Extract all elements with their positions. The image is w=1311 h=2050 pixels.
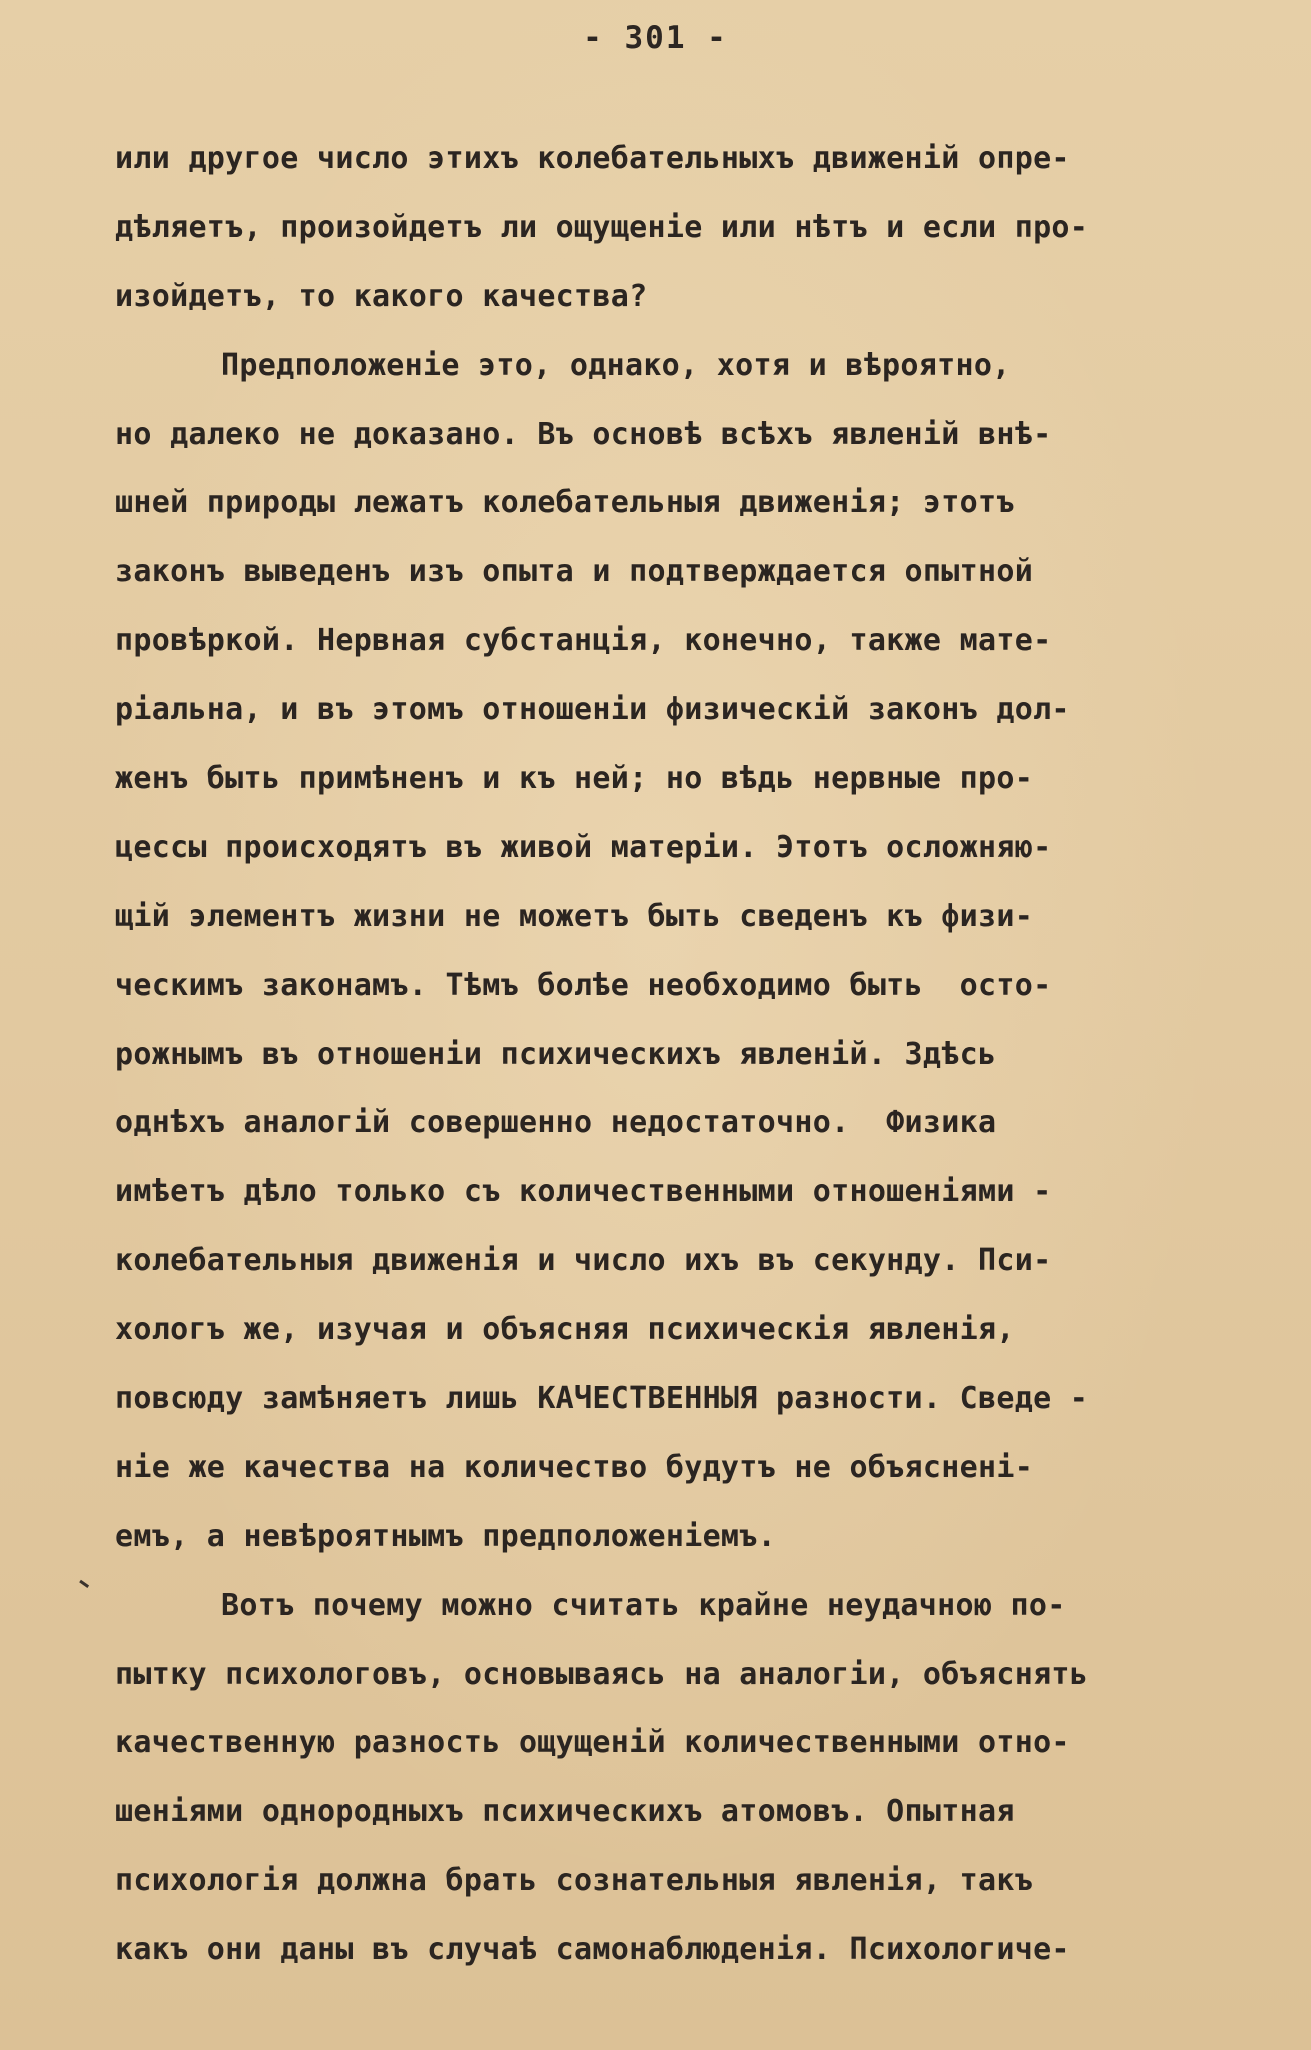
- text-line: изойдетъ, то какого качества?: [115, 278, 648, 314]
- text-line: шенiями однородныхъ психическихъ атомовъ. Опытная: [115, 1794, 1015, 1830]
- text-line: колебательныя движенiя и число ихъ въ секунду. Пси-: [115, 1243, 1052, 1279]
- text-line: емъ, а невѣроятнымъ предположенiемъ.: [115, 1518, 777, 1554]
- text-line: провѣркой. Нервная субстанцiя, конечно, также мате-: [115, 623, 1052, 659]
- text-line: однѣхъ аналогiй совершенно недостаточно. Физика: [115, 1105, 997, 1141]
- ink-mark: [77, 1580, 89, 1591]
- text-line: рожнымъ въ отношенiи психическихъ явленiй. Здѣсь: [115, 1036, 997, 1072]
- text-line: какъ они даны въ случаѣ самонаблюденiя. Психологиче-: [115, 1932, 1070, 1968]
- text-line: качественную разность ощущенiй количественными отно-: [115, 1725, 1070, 1761]
- paragraph-start-line: Предположенiе это, однако, хотя и вѣроятно,: [221, 347, 1011, 383]
- text-line: но далеко не доказано. Въ основѣ всѣхъ явленiй внѣ-: [115, 416, 1052, 452]
- text-line: или другое число этихъ колебательныхъ движенiй опре-: [115, 141, 1070, 176]
- text-line: щiй элементъ жизни не можетъ быть сведенъ къ физи-: [115, 898, 1034, 934]
- text-line: хологъ же, изучая и объясняя психическiя явленiя,: [115, 1312, 1015, 1348]
- text-line: психологiя должна брать сознательныя явленiя, такъ: [115, 1863, 1034, 1899]
- text-line: ческимъ законамъ. Тѣмъ болѣе необходимо быть осто-: [115, 967, 1052, 1003]
- paragraph-start-line: Вотъ почему можно считать крайне неудачною по-: [221, 1587, 1066, 1623]
- text-line: цессы происходятъ въ живой матерiи. Этотъ осложняю-: [115, 829, 1052, 865]
- text-line: имѣетъ дѣло только съ количественными отношенiями -: [115, 1174, 1052, 1210]
- body-text: [115, 125, 1225, 1985]
- text-line: нiе же качества на количество будутъ не объясненi-: [115, 1449, 1034, 1485]
- text-line: шней природы лежатъ колебательныя движенiя; этотъ: [115, 485, 1015, 521]
- text-line: рiальна, и въ этомъ отношенiи физическiй законъ дол-: [115, 692, 1070, 728]
- text-line: повсюду замѣняетъ лишь КАЧЕСТВЕННЫЯ разности. Сведе -: [115, 1381, 1089, 1417]
- text-line: законъ выведенъ изъ опыта и подтверждается опытной: [115, 554, 1034, 590]
- page-number: - 301 -: [583, 20, 728, 56]
- text-line: пытку психологовъ, основываясь на аналогiи, объяснять: [115, 1656, 1089, 1692]
- text-line: женъ быть примѣненъ и къ ней; но вѣдь нервные про-: [115, 761, 1034, 797]
- text-line: дѣляетъ, произойдетъ ли ощущенiе или нѣтъ и если про-: [115, 209, 1089, 245]
